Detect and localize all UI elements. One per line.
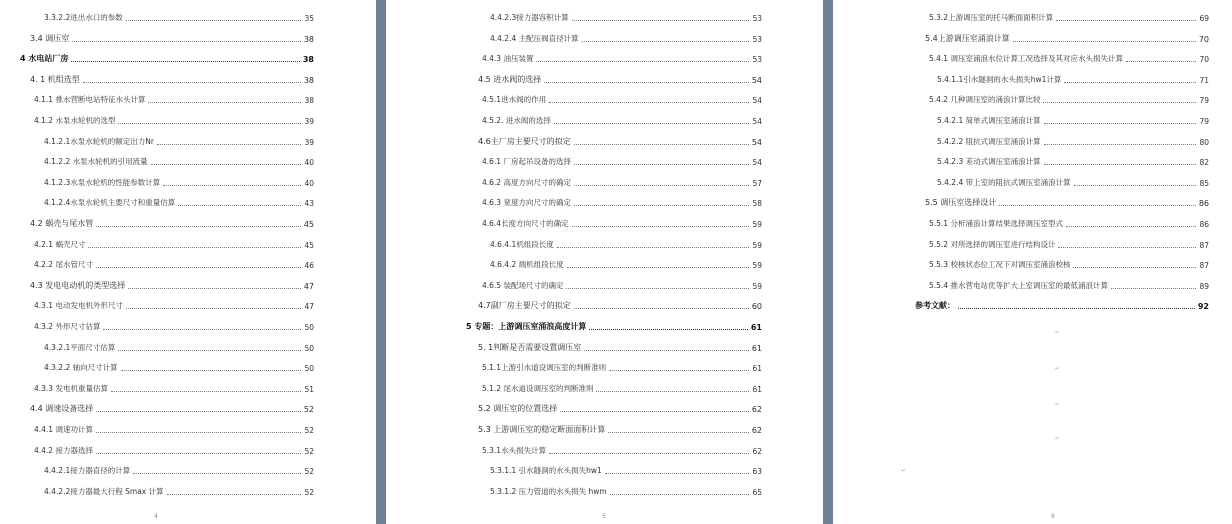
toc-entry-page: 47 (304, 302, 314, 312)
toc-entry-page: 39 (304, 117, 314, 126)
toc-entry-title: 4.4.1 调速功计算 (34, 425, 93, 434)
toc-dot-leader (544, 82, 749, 83)
toc-entry[interactable] (937, 177, 1209, 188)
toc-entry[interactable] (482, 445, 762, 456)
toc-entry-page: 59 (752, 240, 762, 250)
toc-entry-title: 4.2.1 蜗壳尺寸 (34, 239, 86, 249)
toc-entry[interactable] (490, 465, 762, 476)
toc-entry-title: 4.6.1 厂房起吊设备的选择 (482, 157, 571, 167)
toc-entry-title: 5. 1判断是否需要设置调压室 (478, 342, 582, 352)
toc-entry[interactable] (937, 74, 1209, 85)
toc-entry-title: 5.4.1.1引水隧洞的水头损失hw1计算 (937, 74, 1062, 84)
toc-dot-leader (88, 247, 301, 248)
toc-entry-page: 53 (752, 55, 762, 65)
toc-entry-title: 4.6.2 高度方向尺寸的确定 (482, 177, 571, 187)
toc-entry-title: 4.7副厂房主要尺寸的拟定 (478, 301, 571, 311)
toc-entry-title: 4.6.4.1机组段长度 (490, 239, 554, 249)
toc-entry-title: 5.3.2上游调压室的托马断面面积计算 (929, 13, 1054, 22)
toc-entry-title: 4.6.3 宽度方向尺寸的确定 (482, 198, 571, 208)
toc-entry-page: 59 (752, 261, 762, 271)
toc-entry[interactable] (482, 218, 762, 229)
toc-entry-page: 50 (304, 343, 314, 353)
toc-entry-title: 5 专题：上游调压室涌浪高度计算 (466, 322, 587, 331)
toc-dot-leader (574, 308, 749, 309)
toc-entry[interactable] (929, 12, 1209, 23)
toc-dot-leader (567, 267, 750, 268)
toc-entry-title: 5.4.2.4 带上室的阻抗式调压室涌浪计算 (937, 177, 1071, 187)
toc-entry-title: 5.1.2 尾水道设调压室的判断准则 (482, 383, 594, 393)
toc-entry-title: 4.3.2.2 轴向尺寸计算 (44, 363, 118, 373)
toc-entry[interactable] (937, 115, 1209, 126)
toc-dot-leader (96, 432, 301, 433)
toc-entry[interactable] (929, 280, 1209, 291)
document-page-6 (833, 0, 1232, 524)
toc-entry[interactable] (44, 486, 314, 497)
toc-entry-page: 35 (304, 14, 314, 23)
toc-entry-title: 4.1.2.3水泵水轮机的性能参数计算 (44, 177, 161, 187)
toc-entry-title: 4.3.2 外形尺寸估算 (34, 322, 101, 331)
toc-entry[interactable] (929, 53, 1209, 64)
toc-entry-title: 4.4 调速设备选择 (30, 404, 94, 414)
page-gutter-left (376, 0, 386, 524)
toc-entry[interactable] (30, 403, 314, 414)
toc-entry-page: 61 (751, 343, 762, 353)
document-page-4 (0, 0, 376, 524)
toc-entry[interactable] (937, 156, 1209, 167)
toc-dot-leader (566, 288, 749, 289)
toc-entry-page: 52 (304, 426, 314, 435)
toc-dot-leader (609, 370, 749, 371)
toc-dot-leader (157, 144, 302, 145)
page-number: 5 (602, 513, 606, 520)
paragraph-mark: ↵ (1055, 366, 1060, 372)
toc-entry[interactable] (937, 136, 1209, 147)
document-page-5 (386, 0, 823, 524)
toc-entry-title: 4.6.4.2 端机组段长度 (490, 260, 564, 270)
toc-entry-page: 61 (750, 323, 762, 332)
toc-entry-page: 62 (752, 446, 762, 456)
toc-dot-leader (121, 370, 302, 371)
toc-entry[interactable] (478, 342, 762, 353)
toc-dot-leader (72, 41, 301, 42)
toc-entry-title: 4.2 蜗壳与尾水管 (30, 219, 94, 228)
toc-entry-title: 4 水电站厂房 (20, 54, 69, 64)
toc-entry[interactable] (44, 156, 314, 167)
toc-entry-title: 4.5.1进水阀的作用 (482, 95, 547, 105)
toc-dot-leader (536, 61, 749, 62)
toc-dot-leader (118, 350, 301, 351)
toc-entry-page: 52 (303, 405, 314, 415)
toc-dot-leader (596, 391, 749, 392)
toc-entry[interactable] (44, 362, 314, 373)
toc-entry[interactable] (482, 156, 762, 167)
toc-entry[interactable] (34, 239, 314, 250)
toc-entry-page: 52 (304, 487, 314, 497)
toc-entry[interactable] (478, 74, 762, 85)
toc-entry-title: 4.1.1 推水营断电站特征水头计算 (34, 95, 146, 105)
toc-entry-title: 3.3.2.2进出水口的参数 (44, 13, 123, 22)
toc-entry[interactable] (44, 342, 314, 353)
toc-dot-leader (560, 411, 749, 412)
toc-entry-page: 54 (752, 117, 762, 126)
toc-entry-page: 52 (304, 446, 314, 456)
toc-dot-leader (163, 185, 301, 186)
toc-entry-page: 69 (1199, 14, 1209, 23)
toc-entry-page: 46 (304, 261, 314, 271)
toc-entry-page: 40 (304, 178, 314, 188)
toc-entry-title: 4.3.1 电动发电机外形尺寸 (34, 301, 123, 311)
toc-entry-title: 4.5 进水阀的选择 (478, 74, 542, 84)
toc-entry-title: 4.1.2.2 水泵水轮机的引用流量 (44, 157, 148, 167)
toc-entry[interactable] (44, 12, 314, 23)
toc-dot-leader (1074, 185, 1197, 186)
toc-entry-page: 40 (304, 158, 314, 168)
toc-entry[interactable] (915, 300, 1209, 311)
toc-entry-page: 38 (303, 34, 314, 44)
toc-entry-title: 5.4.2.3 差动式调压室涌浪计算 (937, 157, 1041, 167)
toc-dot-leader (554, 123, 750, 124)
toc-dot-leader (96, 267, 301, 268)
toc-entry[interactable] (466, 321, 762, 332)
toc-entry[interactable] (482, 115, 762, 126)
toc-entry-page: 61 (752, 384, 762, 394)
toc-entry-title: 4.2.2 尾水管尺寸 (34, 260, 93, 270)
toc-entry-page: 61 (752, 364, 762, 374)
paragraph-mark: ↵ (1055, 436, 1060, 442)
toc-entry-page: 54 (752, 158, 762, 168)
toc-dot-leader (167, 494, 302, 495)
toc-entry[interactable] (478, 424, 762, 435)
toc-entry[interactable] (482, 53, 762, 64)
toc-dot-leader (1073, 267, 1196, 268)
toc-entry[interactable] (482, 280, 762, 291)
toc-entry[interactable] (478, 300, 762, 311)
toc-entry-page: 57 (752, 178, 762, 188)
toc-entry-title: 4.4.2.4 主配压阀直径计算 (490, 33, 579, 43)
toc-dot-leader (572, 226, 750, 227)
paragraph-mark: ↵ (901, 468, 906, 474)
toc-entry[interactable] (34, 94, 314, 105)
toc-entry-title: 5.5.2 对所选择的调压室进行结构设计 (929, 239, 1056, 249)
toc-entry-page: 50 (304, 323, 314, 332)
toc-entry-page: 38 (304, 96, 314, 106)
page-number: 6 (1051, 513, 1055, 520)
toc-entry-page: 86 (1198, 199, 1209, 209)
toc-entry[interactable] (30, 218, 314, 229)
toc-entry[interactable] (490, 486, 762, 497)
toc-entry-title: 4.4.2.1接力器直径的计算 (44, 466, 131, 476)
toc-dot-leader (582, 41, 750, 42)
toc-entry[interactable] (44, 465, 314, 476)
toc-entry-title: 5.4.1 调压室涌浪水位计算工况选择及其对应水头损失计算 (929, 54, 1123, 64)
toc-entry-page: 86 (1199, 220, 1209, 229)
toc-entry-page: 59 (752, 281, 762, 291)
toc-dot-leader (610, 494, 750, 495)
toc-entry-title: 4.6.5 装配场尺寸的确定 (482, 280, 564, 290)
toc-dot-leader (574, 144, 749, 145)
toc-dot-leader (549, 453, 749, 454)
toc-entry-page: 60 (751, 302, 762, 312)
paragraph-mark: ↵ (1055, 330, 1060, 336)
page-gutter-right (823, 0, 833, 524)
toc-entry-title: 4.4.2 接力器选择 (34, 445, 93, 455)
toc-entry[interactable] (20, 53, 314, 64)
toc-entry-page: 71 (1199, 75, 1209, 85)
toc-dot-leader (126, 20, 302, 21)
toc-dot-leader (103, 329, 301, 330)
toc-dot-leader (608, 432, 749, 433)
paragraph-mark: ↵ (1055, 402, 1060, 408)
toc-dot-leader (1013, 41, 1196, 42)
toc-entry[interactable] (34, 445, 314, 456)
toc-entry-title: 4.3.2.1平面尺寸估算 (44, 342, 116, 352)
toc-dot-leader (96, 411, 301, 412)
toc-entry[interactable] (490, 259, 762, 270)
toc-entry-page: 39 (304, 137, 314, 147)
toc-dot-leader (1126, 61, 1196, 62)
toc-entry-page: 52 (304, 467, 314, 477)
toc-entry-page: 50 (304, 364, 314, 374)
toc-dot-leader (574, 185, 749, 186)
toc-dot-leader (589, 329, 748, 330)
toc-entry[interactable] (34, 115, 314, 126)
toc-entry-title: 4.6.4长度方向尺寸的确定 (482, 219, 569, 228)
toc-entry-page: 54 (751, 75, 762, 85)
toc-dot-leader (574, 205, 749, 206)
toc-entry[interactable] (490, 33, 762, 44)
toc-entry-title: 4.4.3 油压装置 (482, 54, 534, 64)
toc-entry-page: 51 (304, 384, 314, 394)
toc-entry-title: 4. 1 机组选型 (30, 74, 80, 84)
toc-dot-leader (572, 20, 750, 21)
toc-entry-title: 4.4.2.2接力器最大行程 Smax 计算 (44, 486, 164, 496)
toc-entry-title: 5.5.1 分析涌浪计算结果选择调压室型式 (929, 219, 1063, 228)
toc-entry-page: 82 (1199, 158, 1209, 168)
toc-entry-title: 5.2 调压室的位置选择 (478, 404, 558, 414)
toc-entry-title: 4.6主厂房主要尺寸的拟定 (478, 136, 571, 146)
page-number: 4 (154, 513, 158, 520)
toc-entry[interactable] (34, 321, 314, 332)
toc-entry-page: 70 (1198, 34, 1209, 44)
toc-dot-leader (1056, 20, 1196, 21)
toc-entry[interactable] (44, 197, 314, 208)
toc-entry-page: 65 (752, 487, 762, 497)
toc-entry-page: 53 (752, 14, 762, 23)
toc-entry-title: 5.3 上游调压室的稳定断面面积计算 (478, 425, 606, 434)
toc-entry-title: 参考文献： (915, 301, 955, 311)
toc-entry-page: 85 (1199, 178, 1209, 188)
toc-entry-title: 5.4上游调压室涌浪计算 (925, 33, 1010, 43)
toc-entry-title: 5.3.1.2 压力管道的水头损失 hwm (490, 486, 607, 496)
toc-dot-leader (605, 473, 750, 474)
toc-dot-leader (999, 205, 1196, 206)
toc-entry-title: 5.4.2.1 简单式调压室涌浪计算 (937, 116, 1041, 125)
toc-dot-leader (71, 61, 300, 62)
toc-entry-page: 54 (751, 137, 762, 147)
toc-dot-leader (178, 205, 301, 206)
toc-entry-title: 5.4.2 几种调压室的涌浪计算比较 (929, 95, 1041, 105)
toc-dot-leader (549, 102, 749, 103)
toc-dot-leader (1044, 123, 1197, 124)
toc-entry-title: 4.4.2.3接力器容积计算 (490, 13, 569, 22)
toc-entry[interactable] (925, 33, 1209, 44)
toc-entry-title: 4.3 发电电动机的类型选择 (30, 280, 126, 290)
toc-entry[interactable] (482, 177, 762, 188)
toc-entry[interactable] (34, 383, 314, 394)
toc-entry[interactable] (34, 300, 314, 311)
toc-entry-page: 47 (303, 281, 314, 291)
toc-entry-page: 70 (1199, 55, 1209, 65)
toc-entry-title: 5.5.4 推水营电站优等扩大上室调压室的最低涌浪计算 (929, 280, 1108, 290)
toc-entry-title: 5.3.1.1 引水隧洞的水头损失hw1 (490, 466, 602, 476)
toc-dot-leader (96, 453, 301, 454)
toc-entry[interactable] (30, 74, 314, 85)
toc-entry-title: 4.3.3 发电机重量估算 (34, 383, 108, 393)
toc-dot-leader (1064, 82, 1196, 83)
toc-entry[interactable] (929, 259, 1209, 270)
toc-entry-page: 89 (1199, 281, 1209, 291)
toc-dot-leader (128, 288, 301, 289)
toc-entry[interactable] (929, 239, 1209, 250)
toc-entry[interactable] (482, 197, 762, 208)
toc-entry[interactable] (482, 94, 762, 105)
toc-dot-leader (133, 473, 301, 474)
toc-entry-page: 80 (1199, 137, 1209, 147)
toc-dot-leader (148, 102, 301, 103)
toc-dot-leader (1043, 102, 1196, 103)
toc-entry-page: 79 (1199, 117, 1209, 126)
toc-entry-page: 62 (751, 426, 762, 435)
toc-entry-page: 92 (1197, 302, 1209, 312)
toc-dot-leader (83, 82, 301, 83)
toc-entry-title: 5.1.1上游引水道设调压室的判断准则 (482, 363, 607, 373)
toc-entry-page: 45 (304, 240, 314, 250)
toc-entry[interactable] (929, 94, 1209, 105)
toc-dot-leader (557, 247, 750, 248)
toc-entry-title: 4.5.2. 进水阀的选择 (482, 116, 551, 125)
toc-dot-leader (118, 123, 301, 124)
toc-entry[interactable] (478, 403, 762, 414)
toc-entry[interactable] (490, 12, 762, 23)
toc-entry[interactable] (482, 383, 762, 394)
toc-entry[interactable] (482, 362, 762, 373)
toc-entry-title: 5.5.3 校核状态位工况下对调压室涌浪校核 (929, 260, 1071, 270)
toc-entry-page: 54 (752, 96, 762, 106)
toc-entry[interactable] (478, 136, 762, 147)
toc-entry-title: 5.4.2.2 阻抗式调压室涌浪计算 (937, 136, 1041, 146)
toc-entry[interactable] (30, 33, 314, 44)
toc-dot-leader (1058, 247, 1196, 248)
toc-dot-leader (1044, 144, 1197, 145)
toc-entry[interactable] (44, 177, 314, 188)
toc-dot-leader (1044, 164, 1197, 165)
toc-dot-leader (584, 350, 749, 351)
toc-entry[interactable] (929, 218, 1209, 229)
toc-dot-leader (1066, 226, 1196, 227)
toc-dot-leader (1111, 288, 1196, 289)
toc-entry-page: 53 (752, 34, 762, 44)
toc-entry-title: 4.1.2 水泵水轮机的选型 (34, 116, 116, 125)
toc-entry-page: 87 (1199, 240, 1209, 250)
toc-entry-page: 58 (752, 199, 762, 209)
toc-entry-page: 79 (1199, 96, 1209, 106)
toc-entry-title: 5.5 调压室选择设计 (925, 198, 997, 208)
toc-entry[interactable] (44, 136, 314, 147)
toc-dot-leader (151, 164, 302, 165)
toc-entry-page: 63 (752, 467, 762, 477)
toc-entry-page: 45 (303, 220, 314, 229)
toc-entry-page: 43 (304, 199, 314, 209)
toc-entry-page: 38 (303, 75, 314, 85)
toc-entry-page: 59 (752, 220, 762, 229)
toc-entry[interactable] (925, 197, 1209, 208)
toc-dot-leader (574, 164, 749, 165)
toc-entry-page: 87 (1199, 261, 1209, 271)
toc-entry[interactable] (30, 280, 314, 291)
toc-entry-title: 3.4 调压室 (30, 33, 70, 43)
toc-dot-leader (111, 391, 301, 392)
toc-entry-title: 5.3.1水头损失计算 (482, 445, 547, 455)
toc-dot-leader (126, 308, 301, 309)
toc-entry-title: 4.1.2.4水泵水轮机主要尺寸和重量估算 (44, 198, 176, 208)
toc-dot-leader (958, 308, 1195, 309)
toc-entry[interactable] (34, 259, 314, 270)
toc-entry[interactable] (34, 424, 314, 435)
toc-dot-leader (96, 226, 301, 227)
toc-entry-page: 38 (302, 55, 314, 65)
toc-entry-page: 62 (751, 405, 762, 415)
toc-entry[interactable] (490, 239, 762, 250)
toc-entry-title: 4.1.2.1水泵水轮机的额定出力Nr (44, 136, 154, 146)
